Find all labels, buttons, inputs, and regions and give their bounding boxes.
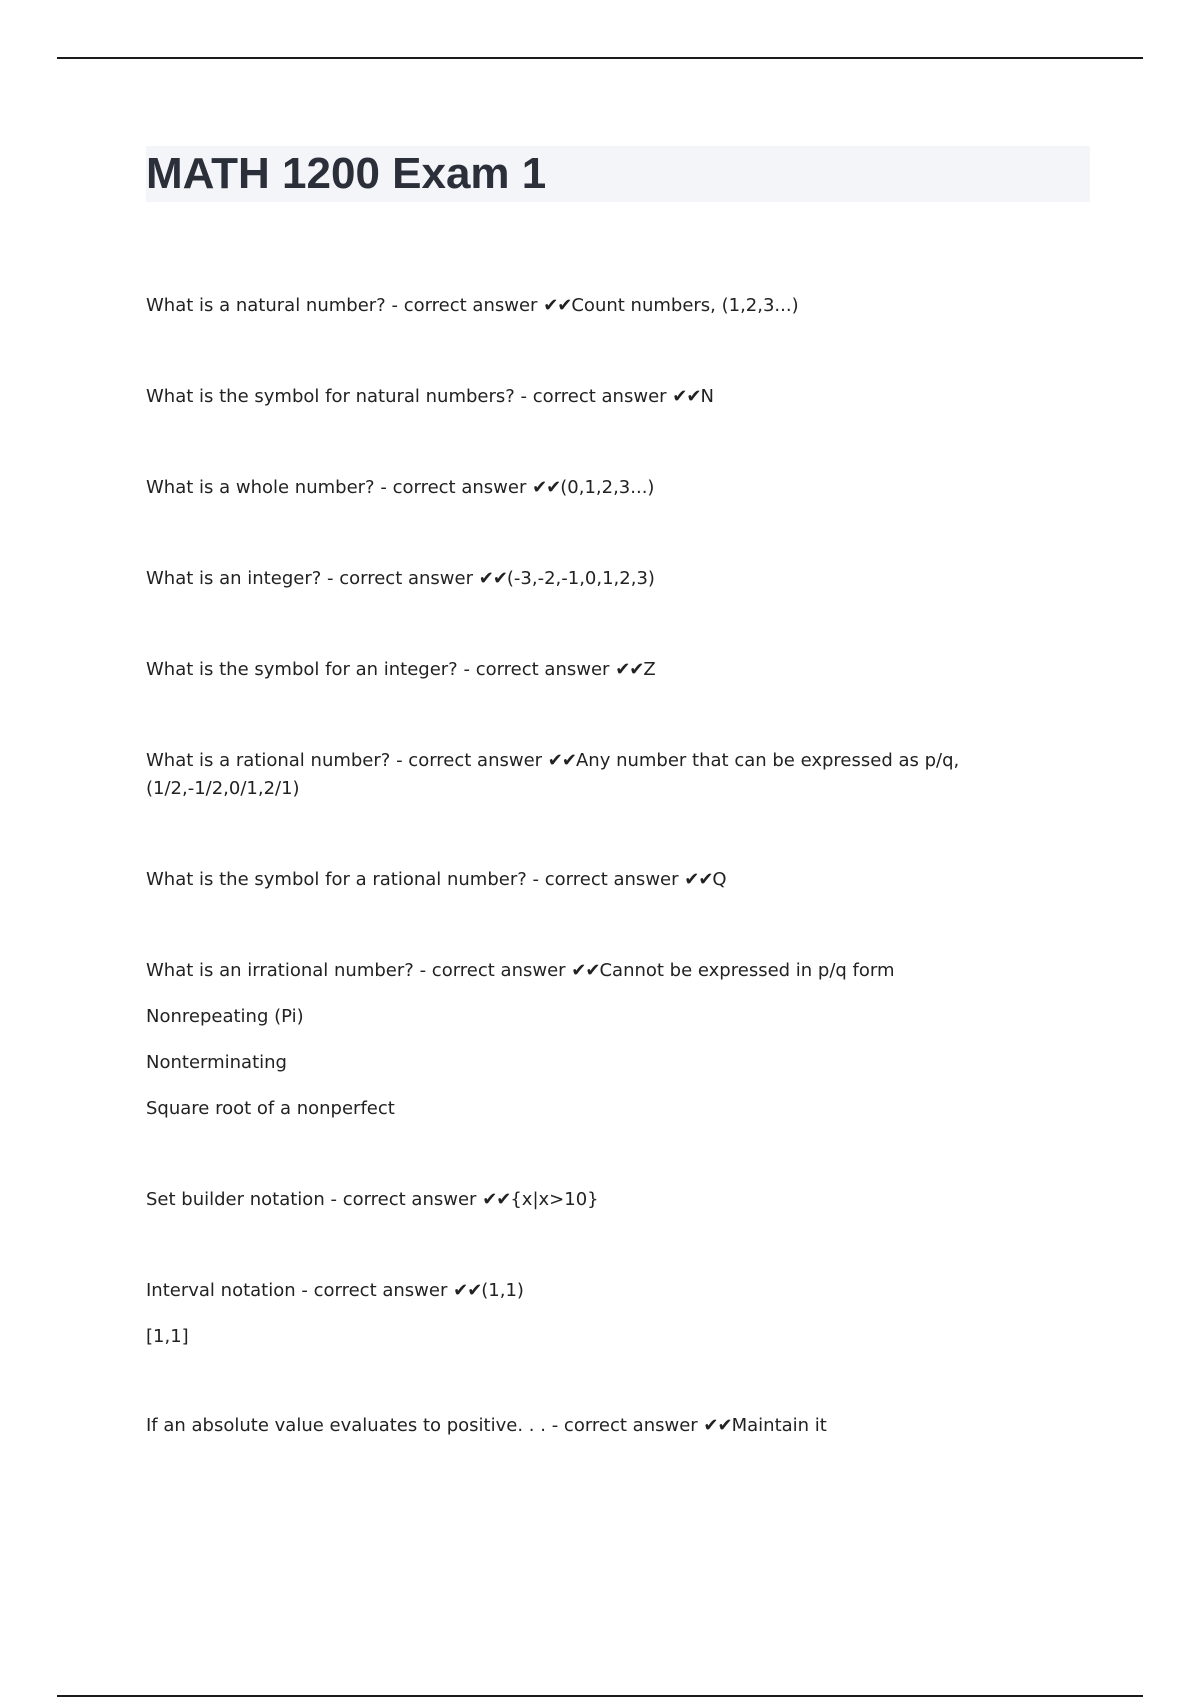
question-text: Set builder notation <box>146 1189 325 1210</box>
check-marks-icon: ✔✔ <box>482 1189 511 1210</box>
question-text: If an absolute value evaluates to positive. . . <box>146 1415 546 1436</box>
separator: - <box>457 659 476 680</box>
answer-label: correct answer <box>563 1415 698 1436</box>
qa-entry <box>146 866 1046 894</box>
qa-entry <box>146 474 1046 502</box>
answer-label: correct answer <box>431 960 566 981</box>
separator: - <box>374 477 393 498</box>
separator: - <box>390 750 409 771</box>
answer-text: {x|x>10} <box>510 1189 599 1210</box>
check-marks-icon: ✔✔ <box>478 568 507 589</box>
qa-entry <box>146 292 1046 320</box>
answer-label: correct answer <box>392 477 527 498</box>
separator: - <box>526 869 545 890</box>
answer-text: Cannot be expressed in p/q form <box>599 960 895 981</box>
question-text: What is a rational number? <box>146 750 391 771</box>
qa-line <box>146 292 1046 320</box>
top-rule <box>57 57 1143 59</box>
question-text: What is a natural number? <box>146 295 386 316</box>
qa-entry <box>146 1277 1046 1351</box>
separator: - <box>295 1280 314 1301</box>
separator: - <box>385 295 404 316</box>
qa-entry <box>146 656 1046 684</box>
qa-line <box>146 747 1046 803</box>
answer-detail-line: [1,1] <box>146 1326 189 1347</box>
qa-entry <box>146 565 1046 593</box>
question-text: What is an integer? <box>146 568 322 589</box>
check-marks-icon: ✔✔ <box>543 295 572 316</box>
question-text: What is the symbol for natural numbers? <box>146 386 515 407</box>
check-marks-icon: ✔✔ <box>684 869 713 890</box>
qa-line <box>146 866 1046 894</box>
qa-entry <box>146 747 1046 803</box>
answer-label: correct answer <box>403 295 538 316</box>
check-marks-icon: ✔✔ <box>615 659 644 680</box>
check-marks-icon: ✔✔ <box>571 960 600 981</box>
qa-entry <box>146 1186 1046 1214</box>
question-text: Interval notation <box>146 1280 296 1301</box>
qa-line <box>146 1412 1046 1440</box>
qa-line <box>146 474 1046 502</box>
check-marks-icon: ✔✔ <box>703 1415 732 1436</box>
answer-text: (-3,-2,-1,0,1,2,3) <box>506 568 655 589</box>
answer-label: correct answer <box>313 1280 448 1301</box>
answer-text: (1,1) <box>481 1280 524 1301</box>
question-text: What is a whole number? <box>146 477 375 498</box>
answer-detail-line: Square root of a nonperfect <box>146 1098 395 1119</box>
answer-label: correct answer <box>532 386 667 407</box>
qa-entry <box>146 1412 1046 1440</box>
qa-line <box>146 957 1046 985</box>
qa-line <box>146 1277 1046 1305</box>
separator: - <box>514 386 533 407</box>
separator: - <box>321 568 340 589</box>
answer-label: correct answer <box>339 568 473 589</box>
answer-label: correct answer <box>342 1189 477 1210</box>
check-marks-icon: ✔✔ <box>532 477 561 498</box>
answer-text: Maintain it <box>731 1415 827 1436</box>
separator: - <box>545 1415 564 1436</box>
question-text: What is the symbol for a rational number? <box>146 869 527 890</box>
qa-line <box>146 656 1046 684</box>
answer-label: correct answer <box>544 869 679 890</box>
answer-text: Z <box>643 659 656 680</box>
answer-text: Q <box>712 869 727 890</box>
qa-line <box>146 383 1046 411</box>
question-text: What is the symbol for an integer? <box>146 659 458 680</box>
question-text: What is an irrational number? <box>146 960 414 981</box>
check-marks-icon: ✔✔ <box>547 750 576 771</box>
bottom-rule <box>57 1695 1143 1697</box>
answer-label: correct answer <box>475 659 610 680</box>
qa-entry <box>146 383 1046 411</box>
answer-text: (0,1,2,3...) <box>560 477 655 498</box>
separator: - <box>324 1189 343 1210</box>
answer-text: Count numbers, (1,2,3...) <box>571 295 799 316</box>
check-marks-icon: ✔✔ <box>672 386 701 407</box>
qa-entry <box>146 957 1046 1123</box>
title-block <box>146 146 1090 202</box>
qa-line <box>146 565 1046 593</box>
document-title: MATH 1200 Exam 1 <box>146 149 547 198</box>
separator: - <box>413 960 432 981</box>
answer-detail-line: Nonterminating <box>146 1052 287 1073</box>
answer-label: correct answer <box>408 750 543 771</box>
check-marks-icon: ✔✔ <box>453 1280 482 1301</box>
answer-text: N <box>700 386 714 407</box>
answer-text: Any number that can be expressed as p/q, (1/2,-1/2,0/1,2/1) <box>146 750 960 799</box>
answer-detail-line: Nonrepeating (Pi) <box>146 1006 304 1027</box>
qa-line <box>146 1186 1046 1214</box>
